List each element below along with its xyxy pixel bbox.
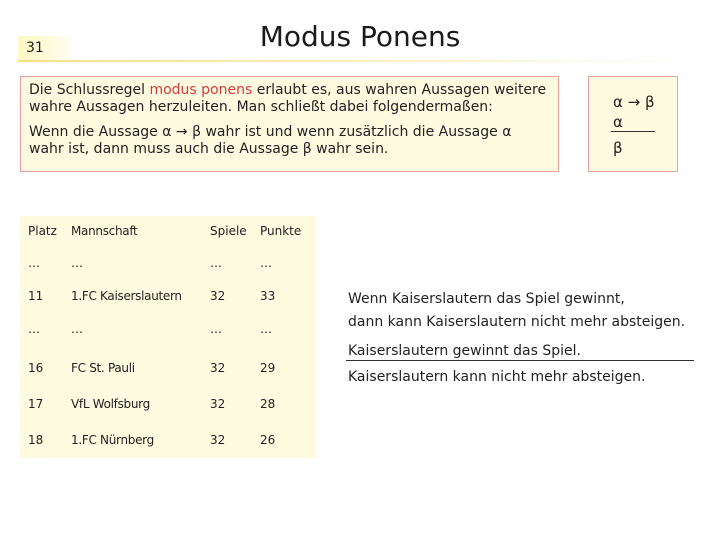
rule-premise-1: α → β <box>613 93 655 111</box>
page-title-text: Modus Ponens <box>259 20 461 53</box>
cell-spiele: 32 <box>210 289 226 303</box>
cell-mannschaft: … <box>71 322 83 336</box>
intro-text-before: Die Schlussregel <box>29 82 150 98</box>
intro-paragraph-1 <box>29 82 550 116</box>
table-row <box>20 322 315 342</box>
rule-inference-line <box>611 131 655 132</box>
example-premise-1-line-2: dann kann Kaiserslautern nicht mehr absteigen. <box>348 314 686 330</box>
cell-platz: 16 <box>28 361 44 375</box>
intro-text-after: erlaubt es, aus wahren Aussagen weitere wahre Aussagen herzuleiten. Man schließt dabei folgendermaßen: <box>29 82 547 115</box>
table-row <box>20 397 315 417</box>
intro-box <box>20 76 559 172</box>
rule-conclusion: β <box>613 139 623 157</box>
intro-paragraph-2: Wenn die Aussage α → β wahr ist und wenn zusätzlich die Aussage α wahr ist, dann muss auch die Aussage β wahr sein. <box>29 124 512 157</box>
cell-platz: 18 <box>28 433 44 447</box>
table-row <box>20 256 315 276</box>
header-punkte: Punkte <box>260 224 302 238</box>
table-header-row <box>20 224 315 244</box>
example-premise-1-line-1: Wenn Kaiserslautern das Spiel gewinnt, <box>348 291 625 307</box>
cell-mannschaft: FC St. Pauli <box>71 361 135 375</box>
cell-spiele: … <box>210 322 222 336</box>
table-row <box>20 361 315 381</box>
cell-platz: 17 <box>28 397 44 411</box>
cell-punkte: 28 <box>260 397 276 411</box>
slide-number: 31 <box>18 36 78 60</box>
cell-punkte: … <box>260 322 272 336</box>
example-premise-2: Kaiserslautern gewinnt das Spiel. <box>348 343 581 359</box>
cell-mannschaft: 1.FC Nürnberg <box>71 433 154 447</box>
cell-spiele: 32 <box>210 397 226 411</box>
cell-punkte: 26 <box>260 433 276 447</box>
header-mannschaft: Mannschaft <box>71 224 138 238</box>
cell-spiele: 32 <box>210 433 226 447</box>
cell-punkte: 29 <box>260 361 276 375</box>
cell-punkte: … <box>260 256 272 270</box>
cell-mannschaft: VfL Wolfsburg <box>71 397 150 411</box>
table-row <box>20 433 315 453</box>
cell-platz: … <box>28 256 40 270</box>
page-title <box>0 20 720 53</box>
cell-spiele: 32 <box>210 361 226 375</box>
cell-platz: … <box>28 322 40 336</box>
example-conclusion: Kaiserslautern kann nicht mehr absteigen. <box>348 369 646 385</box>
cell-mannschaft: 1.FC Kaiserslautern <box>71 289 182 303</box>
rule-premise-2: α <box>613 113 623 131</box>
header-spiele: Spiele <box>210 224 247 238</box>
title-divider <box>18 60 702 62</box>
intro-highlight: modus ponens <box>149 82 253 98</box>
cell-mannschaft: … <box>71 256 83 270</box>
league-table <box>20 216 315 458</box>
cell-punkte: 33 <box>260 289 276 303</box>
header-platz: Platz <box>28 224 57 238</box>
example-inference-line <box>346 360 694 361</box>
cell-spiele: … <box>210 256 222 270</box>
cell-platz: 11 <box>28 289 44 303</box>
rule-box <box>588 76 678 172</box>
table-row <box>20 289 315 309</box>
